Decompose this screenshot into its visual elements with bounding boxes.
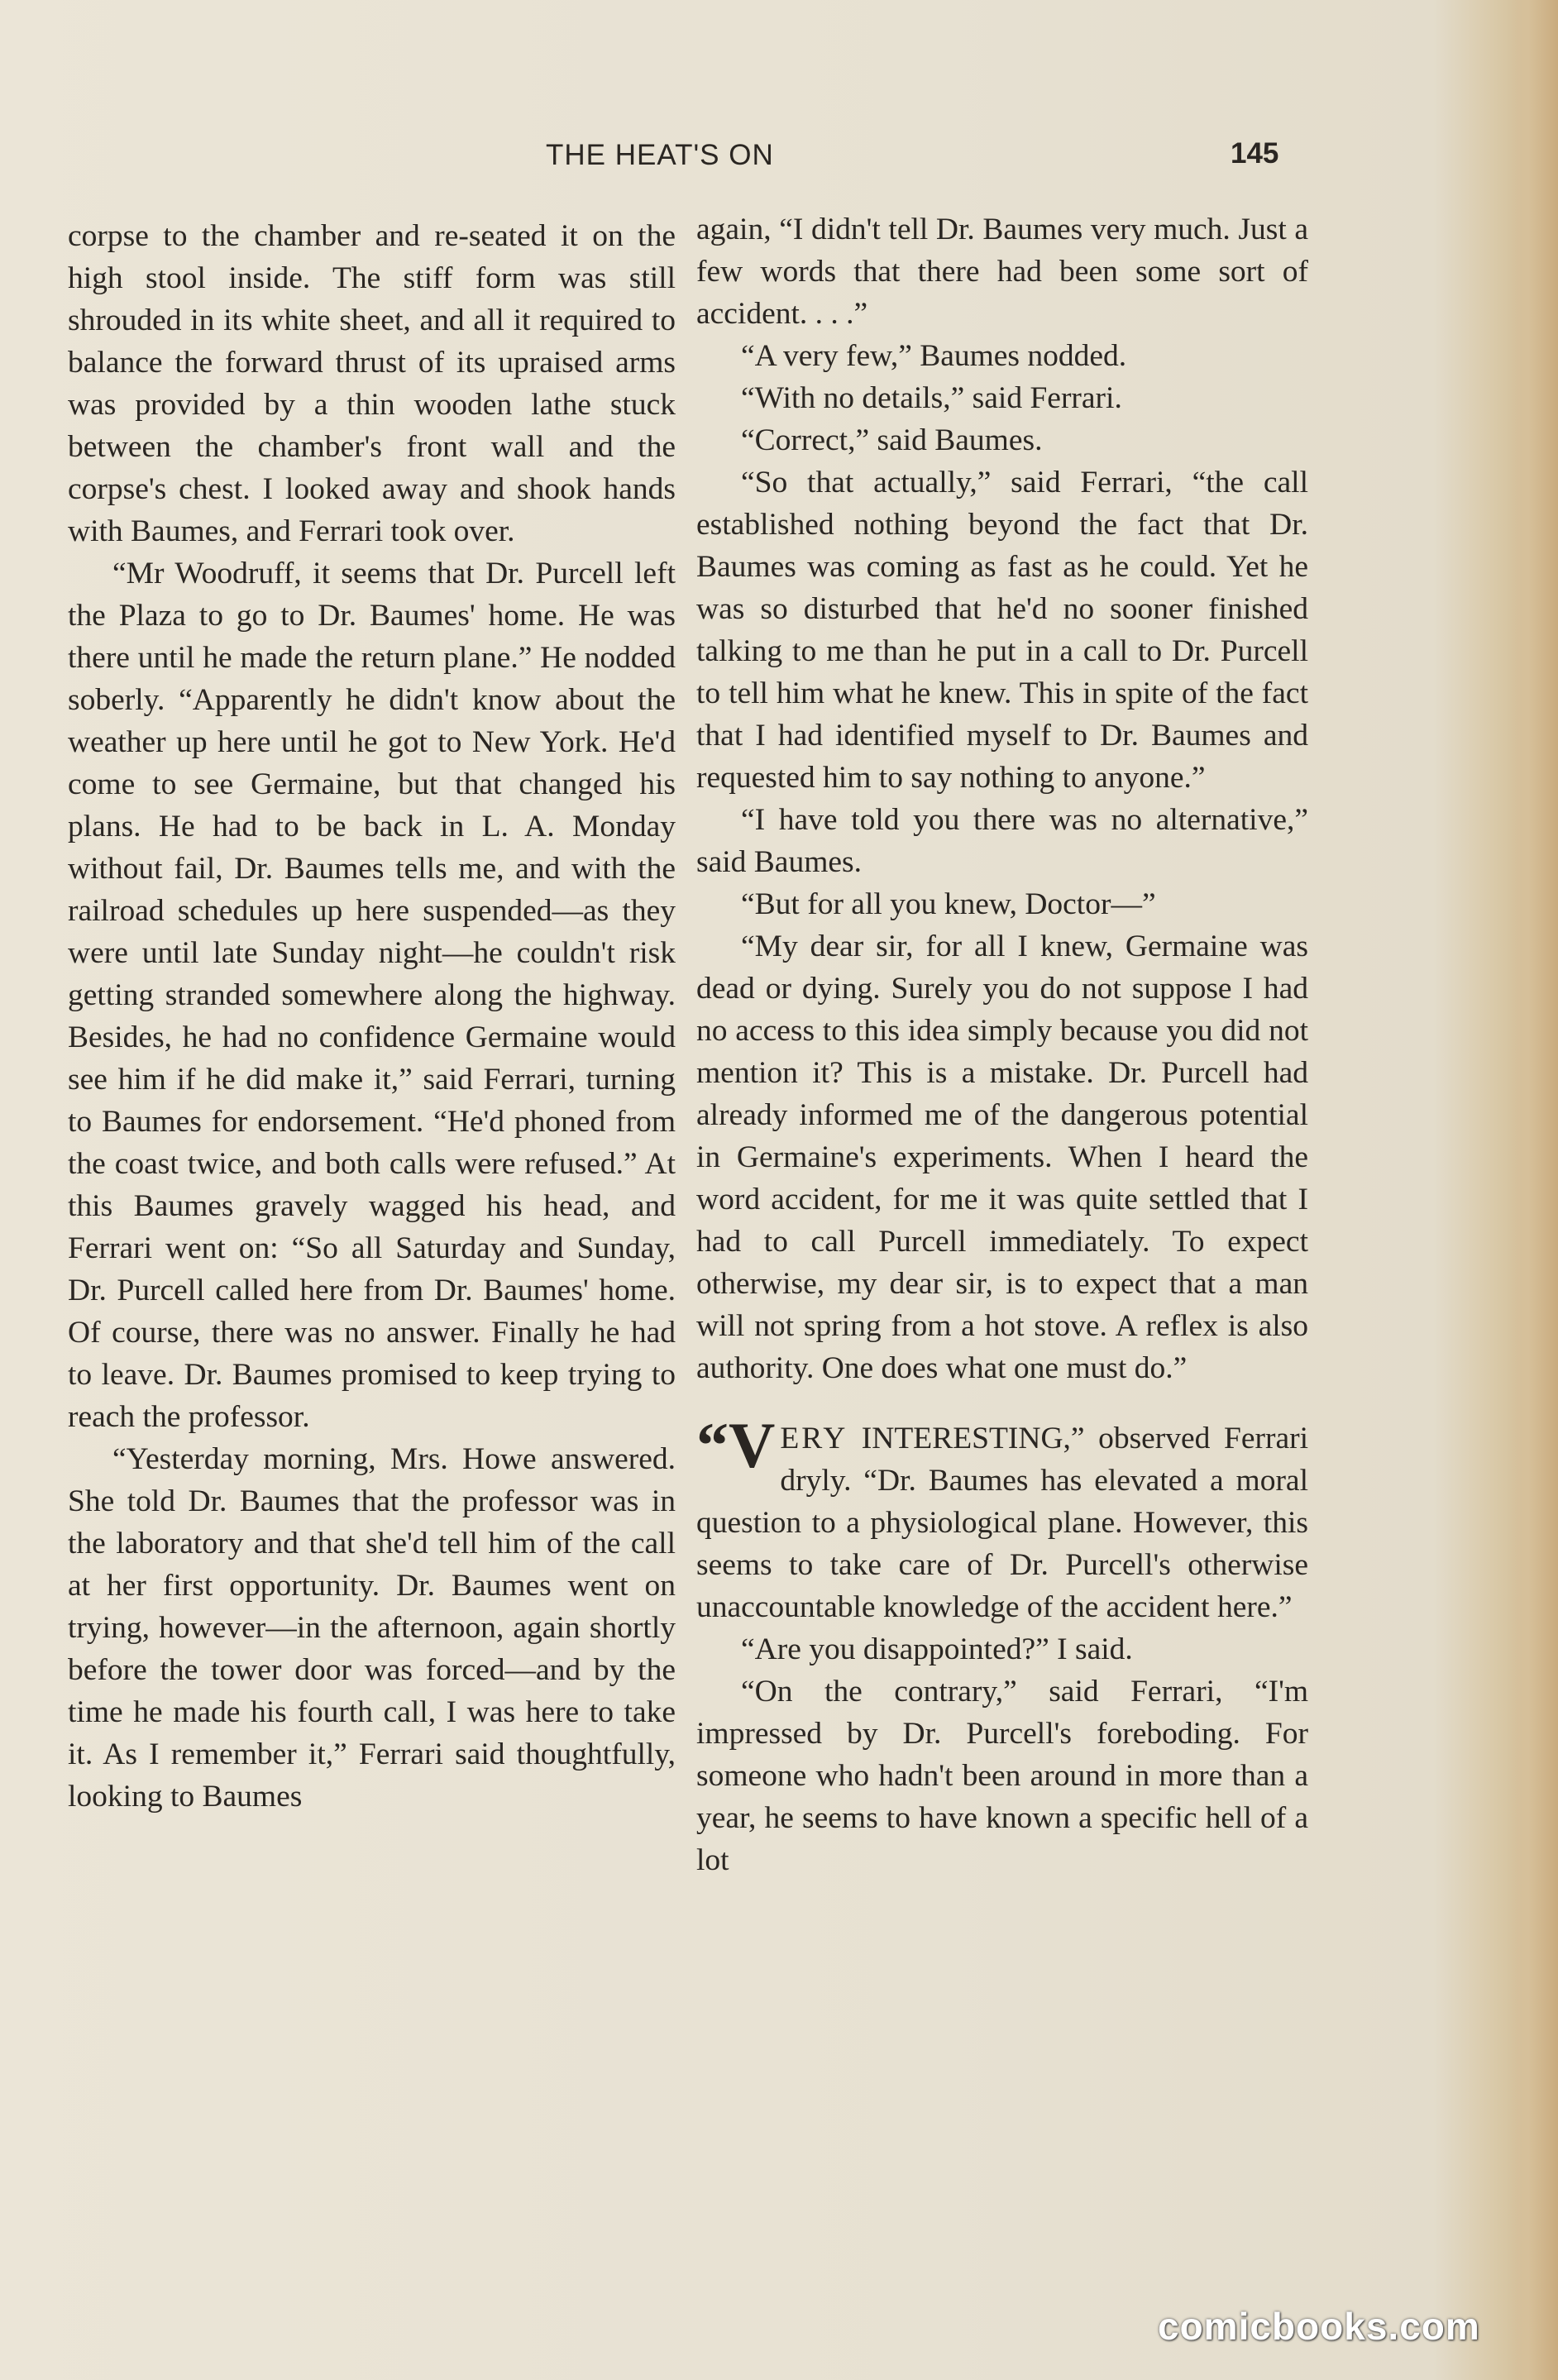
open-quote: “ [696, 1409, 729, 1481]
drop-cap [696, 1409, 776, 1481]
running-head: THE HEAT'S ON [546, 139, 774, 171]
left-column [68, 215, 676, 1818]
page-edge [1508, 0, 1558, 2380]
section-opening-paragraph [696, 1409, 1308, 1628]
paragraph: again, “I didn't tell Dr. Baumes very much. Just a few words that there had been some sort of accident. . . .” [696, 213, 1308, 331]
paragraph: “Yesterday morning, Mrs. Howe answered. She told Dr. Baumes that the professor was in the laboratory and that she'd tell him of the call at her first opportunity. Dr. Baumes went on trying, however—in the afternoon, again shortly before the tower door was forced—and by the time he made his fourth call, I was here to take it. As I remember it,” Ferrari said thoughtfully, looking to Baumes [68, 1442, 676, 1814]
right-column [696, 208, 1308, 1881]
lead-in-smallcaps: ERY [780, 1422, 848, 1455]
paragraph-text: INTERESTING,” observed Ferrari dryly. “Dr. Baumes has elevated a moral question to a physiological plane. However, this seems to take care of Dr. Purcell's otherwise unaccountable knowledge of the accident here.” [696, 1422, 1308, 1624]
paragraph: “So that actually,” said Ferrari, “the call established nothing beyond the fact that Dr. Baumes was coming as fast as he could. Yet he was so disturbed that he'd no sooner finished talking to me than he put in a call to Dr. Purcell to tell him what he knew. This in spite of the fact that I had identified myself to Dr. Baumes and requested him to say nothing to anyone.” [696, 466, 1308, 795]
paragraph: “Mr Woodruff, it seems that Dr. Purcell left the Plaza to go to Dr. Baumes' home. He was there until he made the return plane.” He nodded soberly. “Apparently he didn't know about the weather up here until he got to New York. He'd come to see Germaine, but that changed his plans. He had to be back in L. A. Monday without fail, Dr. Baumes tells me, and with the railroad schedules up here suspended—as they were until late Sunday night—he couldn't risk getting stranded somewhere along the highway. Besides, he had no confidence Germaine would see him if he did make it,” said Ferrari, turning to Baumes for endorsement. “He'd phoned from the coast twice, and both calls were refused.” At this Baumes gravely wagged his head, and Ferrari went on: “So all Saturday and Sunday, Dr. Purcell called here from Dr. Baumes' home. Of course, there was no answer. Finally he had to leave. Dr. Baumes promised to keep trying to reach the professor. [68, 557, 676, 1434]
paragraph: “Correct,” said Baumes. [741, 423, 1043, 457]
paragraph: “But for all you knew, Doctor—” [741, 887, 1156, 921]
paragraph: “On the contrary,” said Ferrari, “I'm impressed by Dr. Purcell's foreboding. For someone who hadn't been around in more than a year, he seems to have known a specific hell of a lot [696, 1675, 1308, 1877]
paragraph: “Are you disappointed?” I said. [741, 1632, 1133, 1666]
paragraph: “With no details,” said Ferrari. [741, 381, 1122, 415]
paragraph: “A very few,” Baumes nodded. [741, 339, 1127, 373]
paragraph: corpse to the chamber and re-seated it on the high stool inside. The stiff form was still shrouded in its white sheet, and all it required to balance the forward thrust of its upraised arms was provided by a thin wooden lathe stuck between the chamber's front wall and the corpse's chest. I looked away and shook hands with Baumes, and Ferrari took over. [68, 219, 676, 548]
section-break [696, 1389, 1308, 1417]
page-number: 145 [1231, 137, 1279, 170]
paragraph: “My dear sir, for all I knew, Germaine was dead or dying. Surely you do not suppose I had no access to this idea simply because you did not mention it? This is a mistake. Dr. Purcell had already informed me of the dangerous potential in Germaine's experiments. When I heard the word accident, for me it was quite settled that I had to call Purcell immediately. To expect otherwise, my dear sir, is to expect that a man will not spring from a hot stove. A reflex is also authority. One does what one must do.” [696, 930, 1308, 1385]
paragraph: “I have told you there was no alternative,” said Baumes. [696, 803, 1308, 879]
drop-cap-letter: V [729, 1409, 776, 1481]
watermark-logo: comicbooks.com [1158, 2305, 1480, 2348]
